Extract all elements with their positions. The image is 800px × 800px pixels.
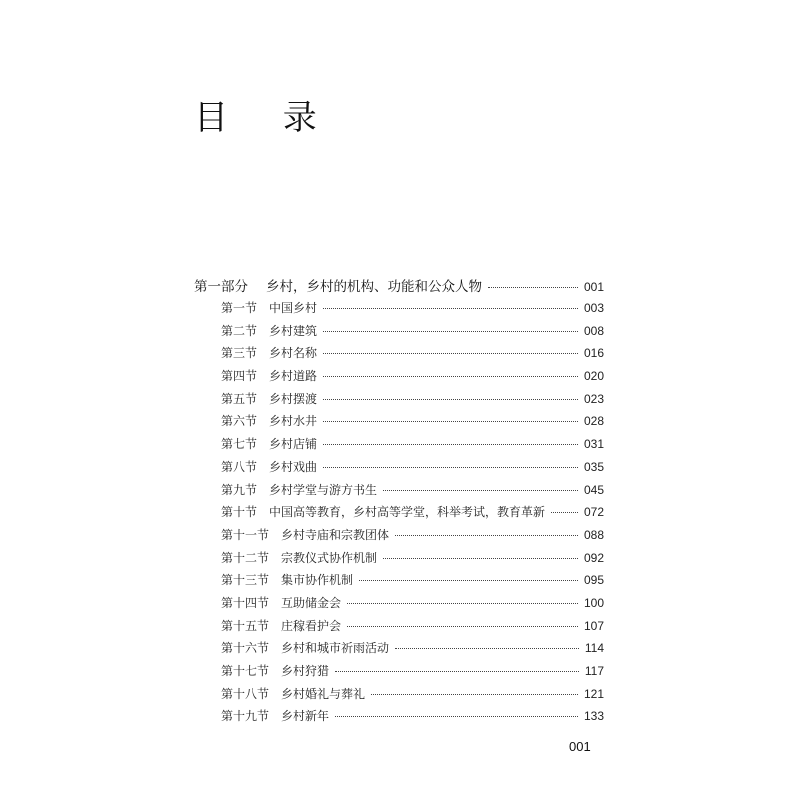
toc-section-entry	[221, 526, 604, 549]
toc-section-entry	[221, 390, 604, 413]
page-title: 目 录	[194, 98, 339, 138]
section-page-number: 072	[583, 505, 604, 520]
toc-section-entry	[221, 571, 604, 594]
section-number: 第十节	[221, 505, 258, 520]
section-title: 乡村新年	[281, 709, 330, 724]
dot-leader	[383, 490, 578, 491]
section-number: 第四节	[221, 369, 258, 384]
dot-leader	[383, 558, 578, 559]
toc-section-entry	[221, 707, 604, 730]
section-number: 第十一节	[221, 527, 270, 542]
dot-leader	[323, 331, 578, 332]
section-page-number: 035	[583, 459, 604, 474]
section-number: 第六节	[221, 414, 258, 429]
toc-section-entry	[221, 412, 604, 435]
section-number: 第五节	[221, 391, 258, 406]
section-title: 庄稼看护会	[281, 618, 342, 633]
section-page-number: 016	[583, 346, 604, 361]
dot-leader	[323, 467, 578, 468]
dot-leader	[395, 648, 579, 649]
dot-leader	[335, 671, 579, 672]
dot-leader	[323, 399, 578, 400]
page-folio: 001	[569, 739, 591, 754]
section-number: 第十三节	[221, 573, 270, 588]
toc-section-entry	[221, 594, 604, 617]
section-page-number: 095	[583, 573, 604, 588]
section-title: 乡村名称	[269, 346, 318, 361]
dot-leader	[359, 580, 578, 581]
section-title: 乡村摆渡	[269, 391, 318, 406]
section-title: 中国乡村	[269, 301, 318, 315]
section-page-number: 133	[583, 709, 604, 724]
section-title: 乡村建筑	[269, 323, 318, 338]
section-number: 第二节	[221, 323, 258, 338]
dot-leader	[347, 626, 578, 627]
dot-leader	[323, 353, 578, 354]
section-title: 乡村学堂与游方书生	[269, 482, 378, 497]
section-page-number: 121	[583, 686, 604, 701]
toc-section-entry	[221, 322, 604, 345]
dot-leader	[347, 603, 578, 604]
toc-part-entry	[194, 275, 604, 297]
section-page-number: 023	[583, 391, 604, 406]
section-page-number: 031	[583, 437, 604, 452]
toc-section-entry	[221, 299, 604, 322]
section-number: 第三节	[221, 346, 258, 361]
dot-leader	[395, 535, 578, 536]
section-title: 集市协作机制	[281, 573, 354, 588]
toc-section-entry	[221, 662, 604, 685]
section-page-number: 114	[584, 641, 604, 656]
section-title: 乡村道路	[269, 369, 318, 384]
toc-section-entry	[221, 435, 604, 458]
section-page-number: 028	[583, 414, 604, 429]
section-title: 乡村狩猎	[281, 664, 330, 678]
dot-leader	[323, 376, 578, 377]
section-number: 第一节	[221, 301, 258, 315]
toc-section-entry	[221, 503, 604, 526]
section-page-number: 107	[583, 618, 604, 633]
section-number: 第九节	[221, 482, 258, 497]
section-list	[194, 299, 604, 730]
section-number: 第八节	[221, 459, 258, 474]
section-title: 乡村寺庙和宗教团体	[281, 527, 390, 542]
section-number: 第十八节	[221, 686, 270, 701]
toc-section-entry	[221, 481, 604, 504]
section-title: 乡村婚礼与葬礼	[281, 686, 366, 701]
section-title: 乡村和城市祈雨活动	[281, 641, 390, 656]
section-page-number: 045	[583, 482, 604, 497]
part-title: 乡村，乡村的机构、功能和公众人物	[266, 279, 482, 295]
toc-section-entry	[221, 685, 604, 708]
section-number: 第七节	[221, 437, 258, 452]
section-title: 乡村店铺	[269, 437, 318, 452]
part-page-number: 001	[583, 280, 604, 294]
section-title: 中国高等教育，乡村高等学堂，科举考试，教育革新	[269, 505, 546, 520]
section-number: 第十五节	[221, 618, 270, 633]
section-number: 第十四节	[221, 595, 270, 610]
toc-section-entry	[221, 549, 604, 572]
table-of-contents	[194, 275, 604, 730]
dot-leader	[323, 308, 578, 309]
section-number: 第十二节	[221, 550, 270, 565]
toc-section-entry	[221, 344, 604, 367]
part-number: 第一部分	[194, 279, 248, 295]
section-number: 第十七节	[221, 664, 270, 678]
section-page-number: 008	[583, 323, 604, 338]
dot-leader	[551, 512, 578, 513]
toc-section-entry	[221, 639, 604, 662]
dot-leader	[323, 444, 578, 445]
section-page-number: 020	[583, 369, 604, 384]
dot-leader	[323, 421, 578, 422]
section-number: 第十六节	[221, 641, 270, 656]
section-page-number: 003	[583, 301, 604, 315]
section-number: 第十九节	[221, 709, 270, 724]
dot-leader	[371, 694, 578, 695]
section-page-number: 088	[583, 527, 604, 542]
dot-leader	[488, 287, 578, 288]
section-title: 宗教仪式协作机制	[281, 550, 378, 565]
section-title: 乡村水井	[269, 414, 318, 429]
toc-section-entry	[221, 458, 604, 481]
toc-section-entry	[221, 617, 604, 640]
section-page-number: 117	[584, 664, 604, 678]
toc-section-entry	[221, 367, 604, 390]
section-page-number: 092	[583, 550, 604, 565]
section-page-number: 100	[583, 595, 604, 610]
section-title: 乡村戏曲	[269, 459, 318, 474]
section-title: 互助储金会	[281, 595, 342, 610]
dot-leader	[335, 716, 578, 717]
